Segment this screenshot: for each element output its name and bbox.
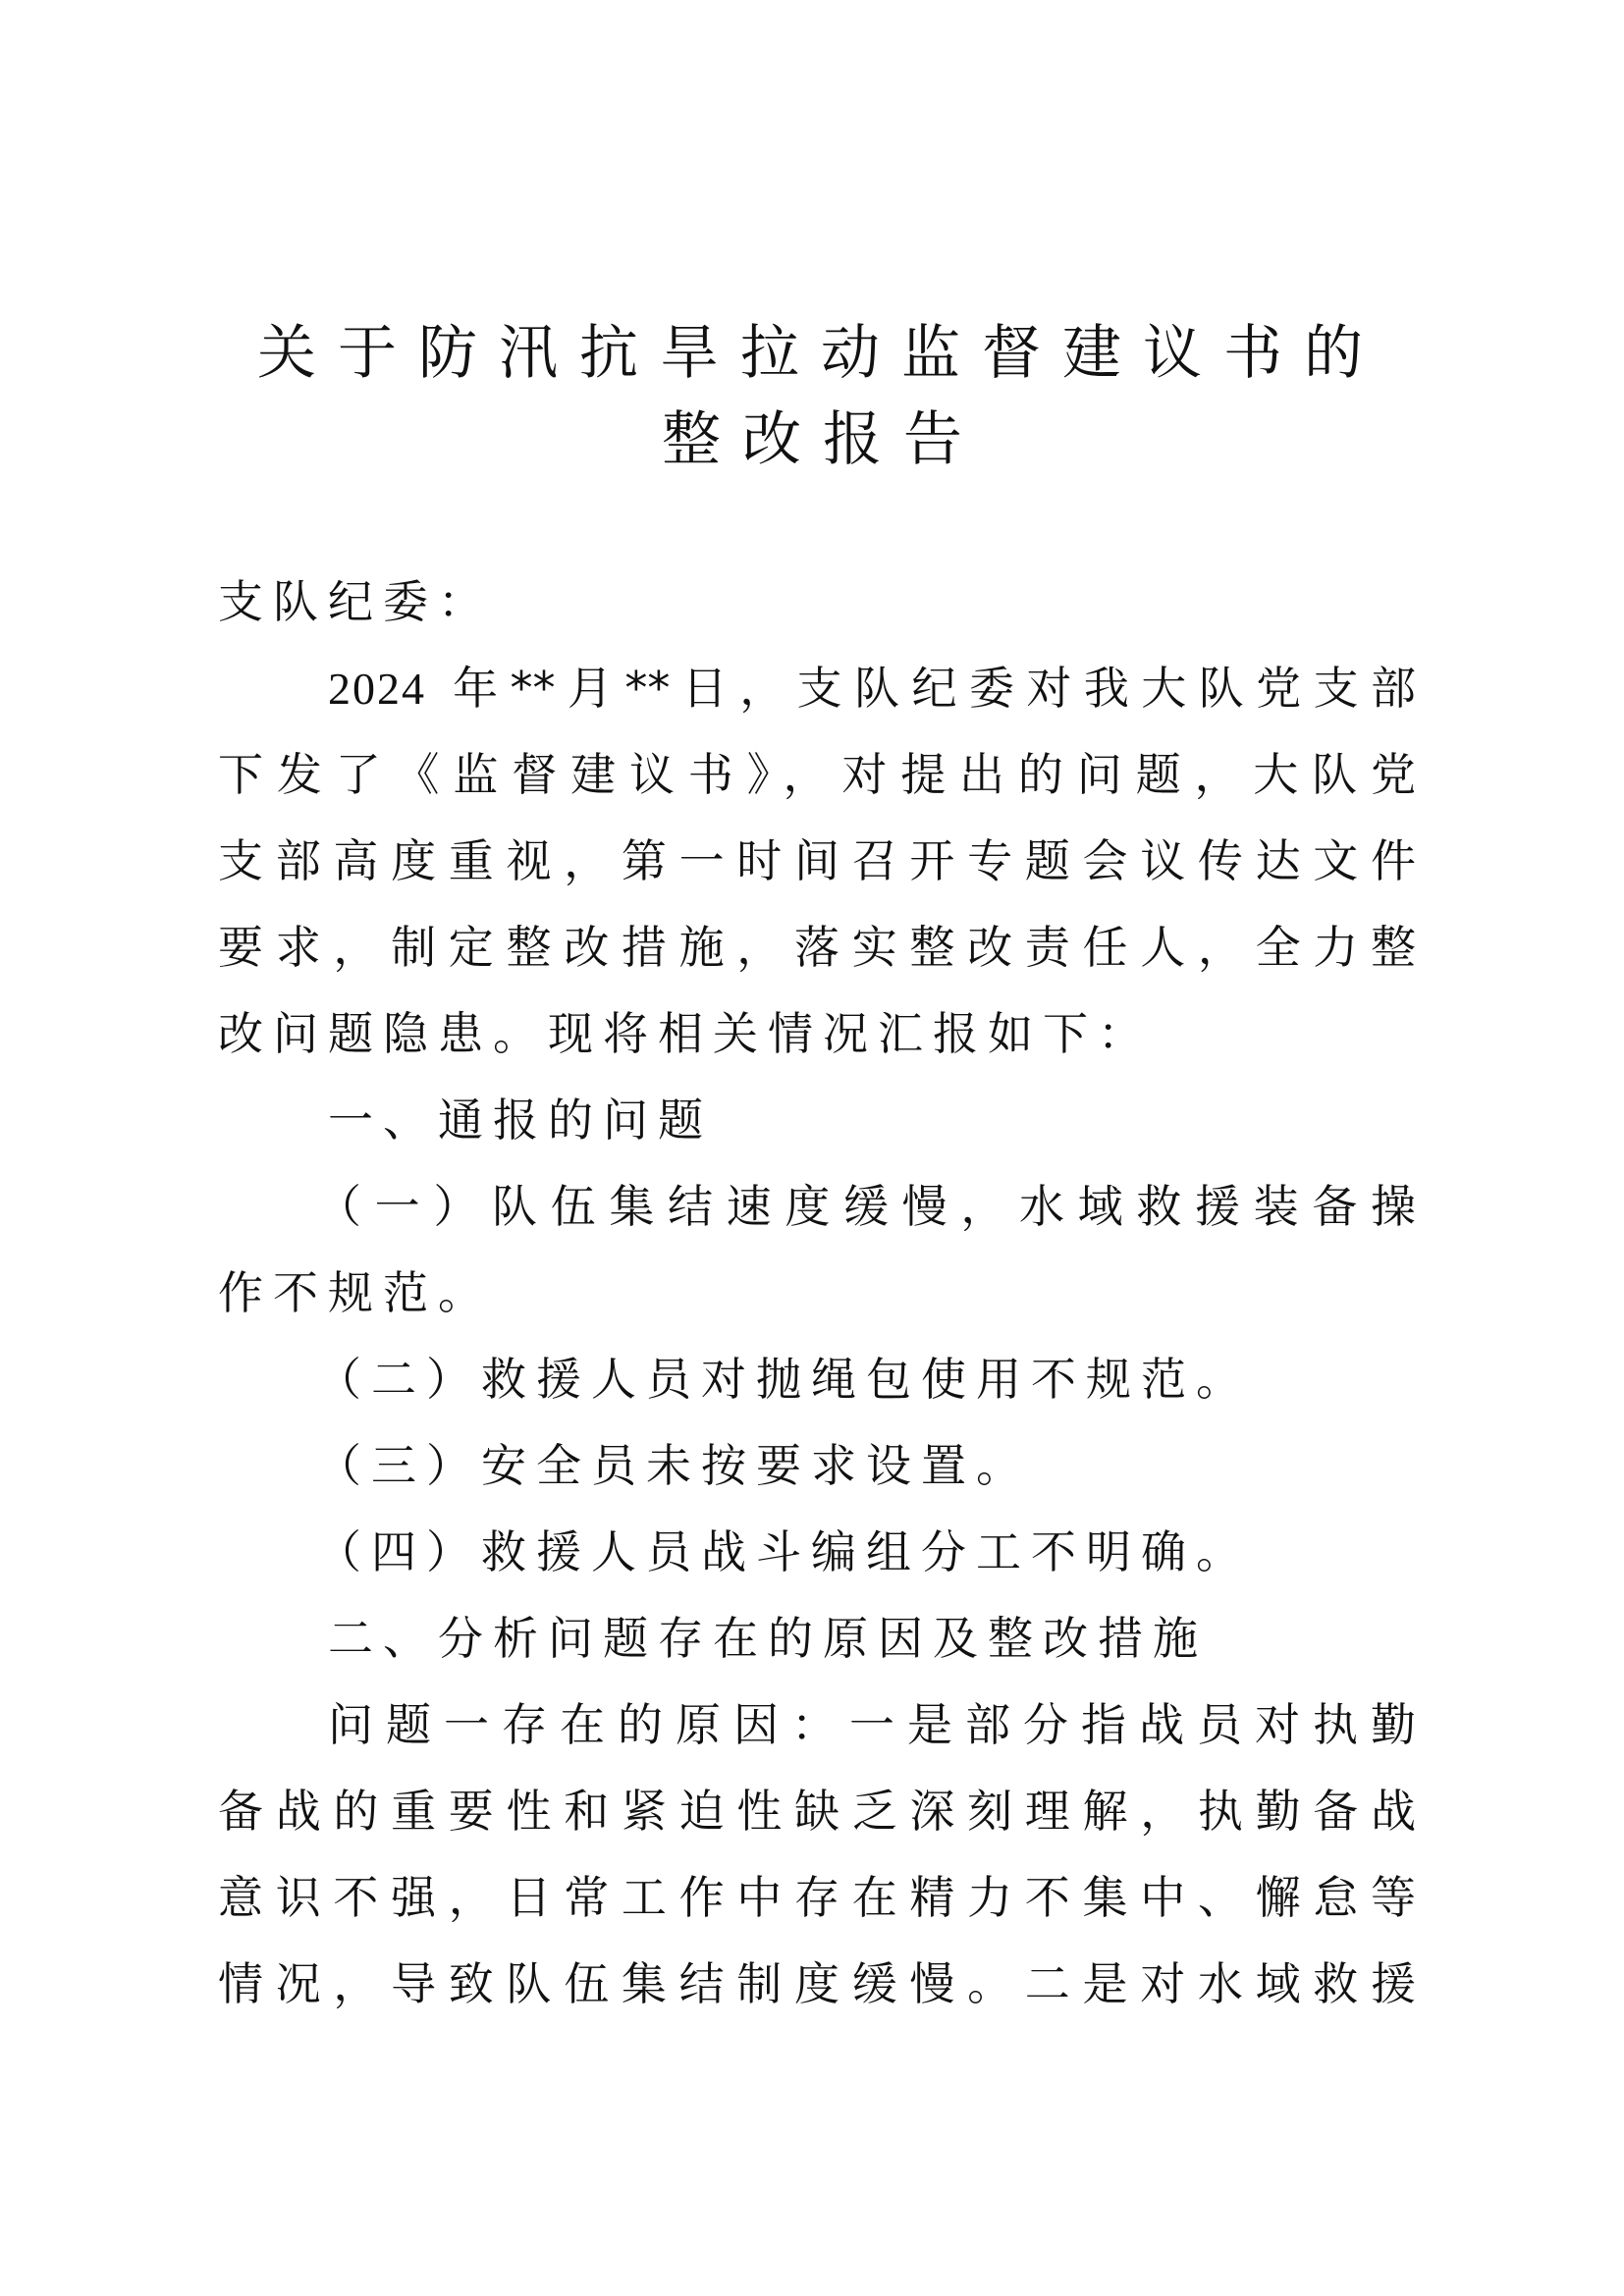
intro-line-1-text: 年**月**日，支队纪委对我大队党支部 [453,662,1417,715]
intro-line-4: 要求，制定整改措施，落实整改责任人，全力整 [218,921,1416,974]
intro-line-1 [328,662,1417,715]
section-2-heading: 二、分析问题存在的原因及整改措施 [328,1612,1208,1665]
analysis-line-3: 意识不强，日常工作中存在精力不集中、懈怠等 [218,1871,1416,1924]
intro-line-3: 支部高度重视，第一时间召开专题会议传达文件 [218,834,1416,887]
intro-year: 2024 [328,664,426,714]
analysis-line-2: 备战的重要性和紧迫性缺乏深刻理解，执勤备战 [218,1785,1416,1838]
issue-3: （三）安全员未按要求设置。 [316,1439,1031,1492]
section-1-heading: 一、通报的问题 [328,1094,713,1147]
analysis-line-1: 问题一存在的原因：一是部分指战员对执勤 [328,1698,1416,1751]
issue-2: （二）救援人员对抛绳包使用不规范。 [316,1353,1251,1406]
issue-1-line-1: （一）队伍集结速度缓慢，水域救援装备操 [316,1180,1416,1233]
intro-line-5: 改问题隐患。现将相关情况汇报如下： [218,1007,1153,1060]
issue-1-line-2: 作不规范。 [218,1266,493,1319]
document-title-line-2: 整改报告 [662,405,984,474]
issue-4: （四）救援人员战斗编组分工不明确。 [316,1525,1251,1578]
salutation: 支队纪委： [218,575,493,628]
analysis-line-4: 情况，导致队伍集结制度缓慢。二是对水域救援 [218,1957,1416,2010]
document-title-line-1: 关于防汛抗旱拉动监督建议书的 [257,319,1384,388]
intro-line-2: 下发了《监督建议书》，对提出的问题，大队党 [218,748,1416,801]
